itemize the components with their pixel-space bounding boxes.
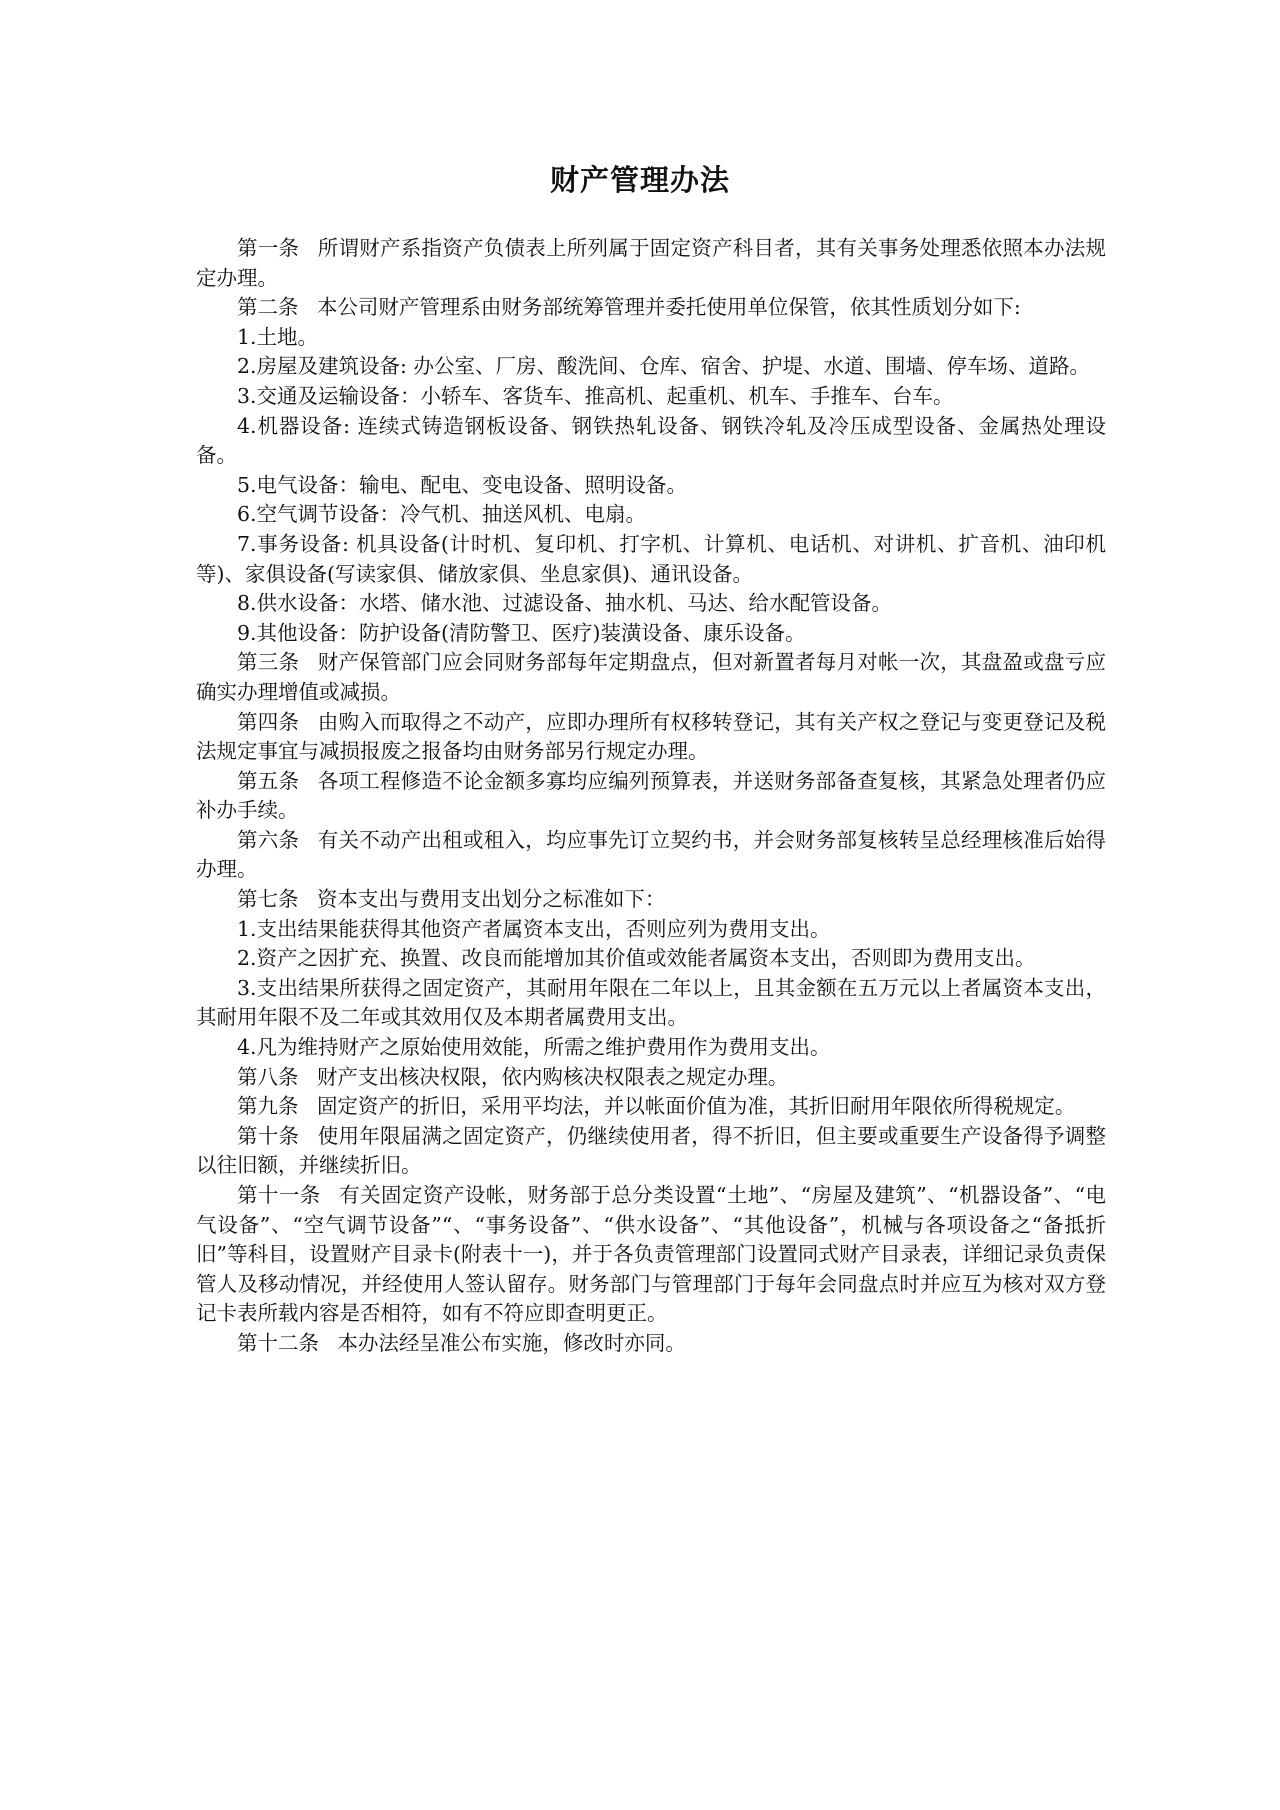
paragraph-text: 1.支出结果能获得其他资产者属资本支出，否则应列为费用支出。 [237, 916, 831, 941]
paragraph-text: 5.电气设备：输电、配电、变电设备、照明设备。 [237, 472, 688, 497]
paragraph-text: 有关固定资产设帐，财务部于总分类设置“土地”、“房屋及建筑”、“机器设备”、“电气设备”、“空气调节设备”“、“事务设备”、“供水设备”、“其他设备”，机械与各项设备之“备抵折旧”等科目，设置财产目录卡(附表十一)，并于各负责管理部门设置同式财产目录表，详细记录负责保管人及移动情况，并经使用人签认留存。财务部门与管理部门于每年会同盘点时并应互为核对双方登记卡表所载内容是否相符，如有不符应即查明更正。 [196, 1183, 1106, 1326]
paragraph-text: 财产保管部门应会同财务部每年定期盘点，但对新置者每月对帐一次，其盘盈或盘亏应确实办理增值或减损。 [196, 650, 1107, 704]
article-paragraph [196, 234, 1106, 293]
list-item [196, 944, 1106, 974]
paragraph-text: 4.机器设备: 连续式铸造钢板设备、钢铁热轧设备、钢铁冷轧及冷压成型设备、金属热处理设备。 [196, 413, 1106, 468]
list-item [196, 589, 1106, 619]
article-paragraph [196, 1122, 1106, 1181]
list-item [196, 619, 1106, 649]
article-label: 第一条 [237, 236, 300, 260]
list-item [196, 530, 1106, 589]
paragraph-text: 8.供水设备：水塔、储水池、过滤设备、抽水机、马达、给水配管设备。 [237, 591, 893, 616]
paragraph-text: 本办法经呈准公布实施，修改时亦同。 [337, 1330, 686, 1355]
paragraph-text: 3.交通及运输设备：小轿车、客货车、推高机、起重机、机车、手推车、台车。 [237, 383, 954, 408]
document-body [196, 234, 1106, 1359]
article-label: 第五条 [237, 768, 300, 793]
article-paragraph [196, 708, 1106, 767]
paragraph-text: 所谓财产系指资产负债表上所列属于固定资产科目者，其有关事务处理悉依照本办法规定办理。 [196, 236, 1107, 290]
list-item [196, 352, 1106, 382]
paragraph-text: 1.土地。 [237, 324, 319, 349]
paragraph-text: 各项工程修造不论金额多寡均应编列预算表，并送财务部备查复核，其紧急处理者仍应补办手续。 [196, 768, 1107, 823]
paragraph-text: 资本支出与费用支出划分之标准如下： [316, 887, 666, 912]
article-label: 第二条 [237, 295, 299, 320]
article-paragraph [196, 1181, 1106, 1329]
paragraph-text: 9.其他设备：防护设备(清防警卫、医疗)装潢设备、康乐设备。 [237, 620, 806, 645]
article-label: 第十二条 [237, 1330, 319, 1355]
list-item [196, 974, 1106, 1033]
paragraph-text: 固定资产的折旧，采用平均法，并以帐面价值为准，其折旧耐用年限依所得税规定。 [316, 1094, 1076, 1119]
list-item [196, 323, 1106, 353]
paragraph-text: 2.房屋及建筑设备: 办公室、厂房、酸洗间、仓库、宿舍、护堤、水道、围墙、停车场、道路。 [237, 354, 1090, 379]
article-paragraph [196, 648, 1106, 707]
article-paragraph [196, 1092, 1106, 1122]
paragraph-text: 4.凡为维持财产之原始使用效能，所需之维护费用作为费用支出。 [237, 1035, 831, 1060]
paragraph-text: 由购入而取得之不动产，应即办理所有权移转登记，其有关产权之登记与变更登记及税法规定事宜与减损报废之报备均由财务部另行规定办理。 [196, 709, 1107, 764]
article-label: 第九条 [237, 1094, 299, 1119]
article-paragraph [196, 885, 1106, 915]
article-paragraph [196, 826, 1106, 885]
paragraph-text: 本公司财产管理系由财务部统筹管理并委托使用单位保管，依其性质划分如下: [316, 295, 1021, 320]
list-item [196, 500, 1106, 530]
paragraph-text: 使用年限届满之固定资产，仍继续使用者，得不折旧，但主要或重要生产设备得予调整以往旧额，并继续折旧。 [196, 1123, 1107, 1178]
article-paragraph [196, 767, 1106, 826]
article-label: 第七条 [237, 887, 299, 912]
paragraph-text: 3.支出结果所获得之固定资产，其耐用年限在二年以上，且其金额在五万元以上者属资本支出，其耐用年限不及二年或其效用仅及本期者属费用支出。 [196, 975, 1106, 1030]
list-item [196, 471, 1106, 501]
document-title: 财产管理办法 [549, 163, 730, 197]
article-label: 第十一条 [237, 1183, 321, 1207]
list-item [196, 412, 1106, 471]
article-paragraph [196, 1329, 1106, 1359]
paragraph-text: 6.空气调节设备：冷气机、抽送风机、电扇。 [237, 502, 647, 527]
article-label: 第八条 [237, 1064, 299, 1089]
article-paragraph [196, 1063, 1106, 1093]
paragraph-text: 7.事务设备: 机具设备(计时机、复印机、打字机、计算机、电话机、对讲机、扩音机、油印机等)、家俱设备(写读家俱、储放家俱、坐息家俱)、通讯设备。 [196, 531, 1106, 586]
article-label: 第三条 [237, 650, 300, 675]
article-label: 第六条 [237, 827, 300, 852]
paragraph-text: 财产支出核决权限，依内购核决权限表之规定办理。 [316, 1064, 789, 1089]
list-item [196, 1033, 1106, 1063]
paragraph-text: 2.资产之因扩充、换置、改良而能增加其价值或效能者属资本支出，否则即为费用支出。 [237, 946, 1036, 971]
article-label: 第四条 [237, 709, 300, 734]
article-label: 第十条 [237, 1123, 300, 1148]
article-paragraph [196, 293, 1106, 323]
list-item [196, 382, 1106, 412]
paragraph-text: 有关不动产出租或租入，均应事先订立契约书，并会财务部复核转呈总经理核准后始得办理。 [196, 827, 1107, 882]
list-item [196, 915, 1106, 945]
